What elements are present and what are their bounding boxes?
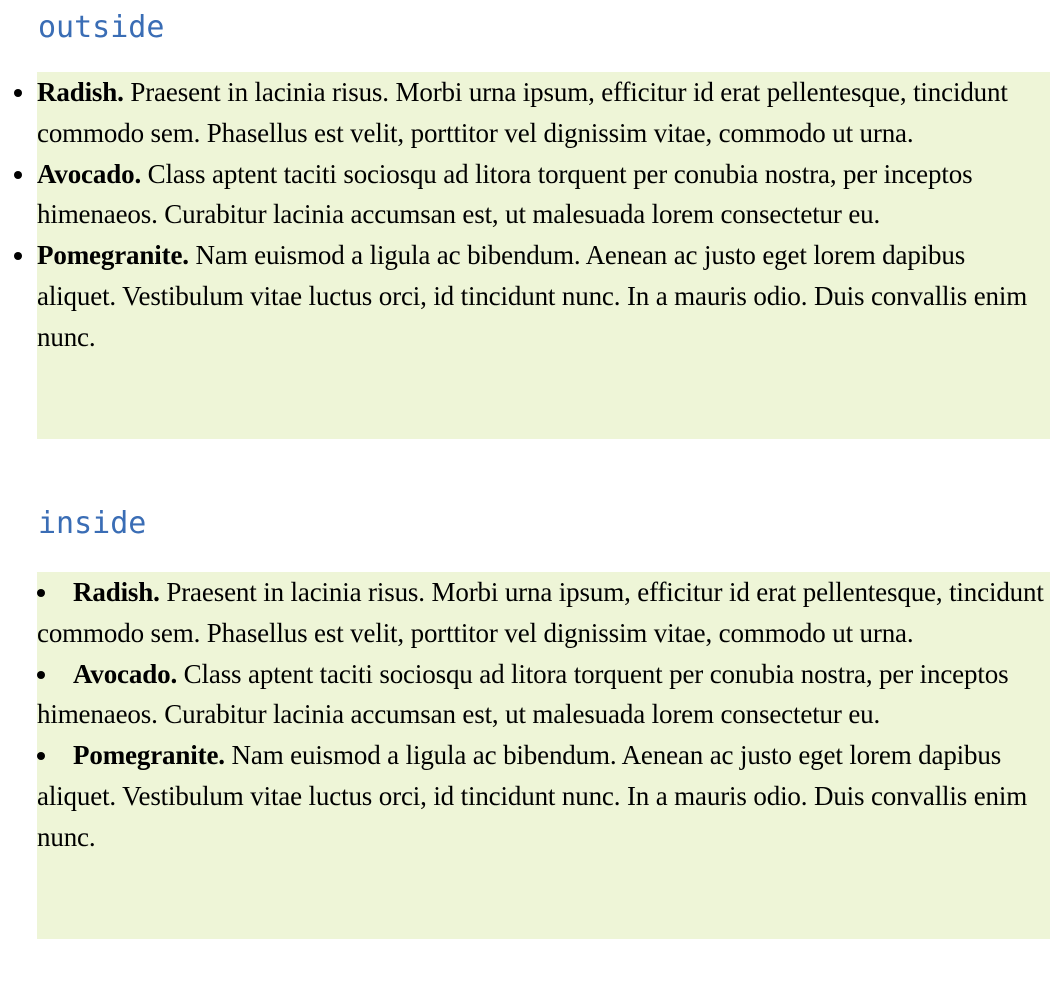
item-name: Avocado.: [37, 158, 142, 189]
item-text: Nam euismod a ligula ac bibendum. Aenean ac justo eget lorem dapibus aliquet. Vestibulum vitae luctus orci, id tincidunt nunc. In a mauris odio. Duis convallis enim nunc.: [37, 240, 1028, 352]
item-name: Pomegranite.: [37, 240, 189, 271]
item-name: Pomegranite.: [73, 740, 225, 771]
item-text: Class aptent taciti sociosqu ad litora torquent per conubia nostra, per inceptos himenaeos. Curabitur lacinia accumsan est, ut malesuada lorem consectetur eu.: [37, 158, 973, 230]
list-item-radish: [37, 72, 1050, 154]
list-item-pomegranite: [37, 735, 1050, 857]
item-name: Radish.: [37, 77, 124, 107]
item-text: Praesent in lacinia risus. Morbi urna ipsum, efficitur id erat pellentesque, tincidunt commodo sem. Phasellus est velit, porttitor vel dignissim vitae, commodo ut urna.: [37, 77, 1008, 148]
item-name: Radish.: [73, 577, 160, 607]
item-text: Nam euismod a ligula ac bibendum. Aenean ac justo eget lorem dapibus aliquet. Vestibulum vitae luctus orci, id tincidunt nunc. In a mauris odio. Duis convallis enim nunc.: [37, 740, 1028, 852]
list-inside: [37, 572, 1050, 939]
item-text: Class aptent taciti sociosqu ad litora torquent per conubia nostra, per inceptos himenaeos. Curabitur lacinia accumsan est, ut malesuada lorem consectetur eu.: [37, 658, 1009, 730]
item-text: Praesent in lacinia risus. Morbi urna ipsum, efficitur id erat pellentesque, tincidunt commodo sem. Phasellus est velit, porttitor vel dignissim vitae, commodo ut urna.: [37, 577, 1044, 648]
list-item-avocado: [37, 154, 1050, 236]
list-item-radish: [37, 572, 1050, 654]
list-item-pomegranite: [37, 235, 1050, 357]
list-item-avocado: [37, 654, 1050, 736]
heading-inside: inside: [38, 506, 147, 541]
item-name: Avocado.: [73, 658, 178, 689]
list-outside: [37, 72, 1050, 439]
heading-outside: outside: [38, 10, 165, 45]
